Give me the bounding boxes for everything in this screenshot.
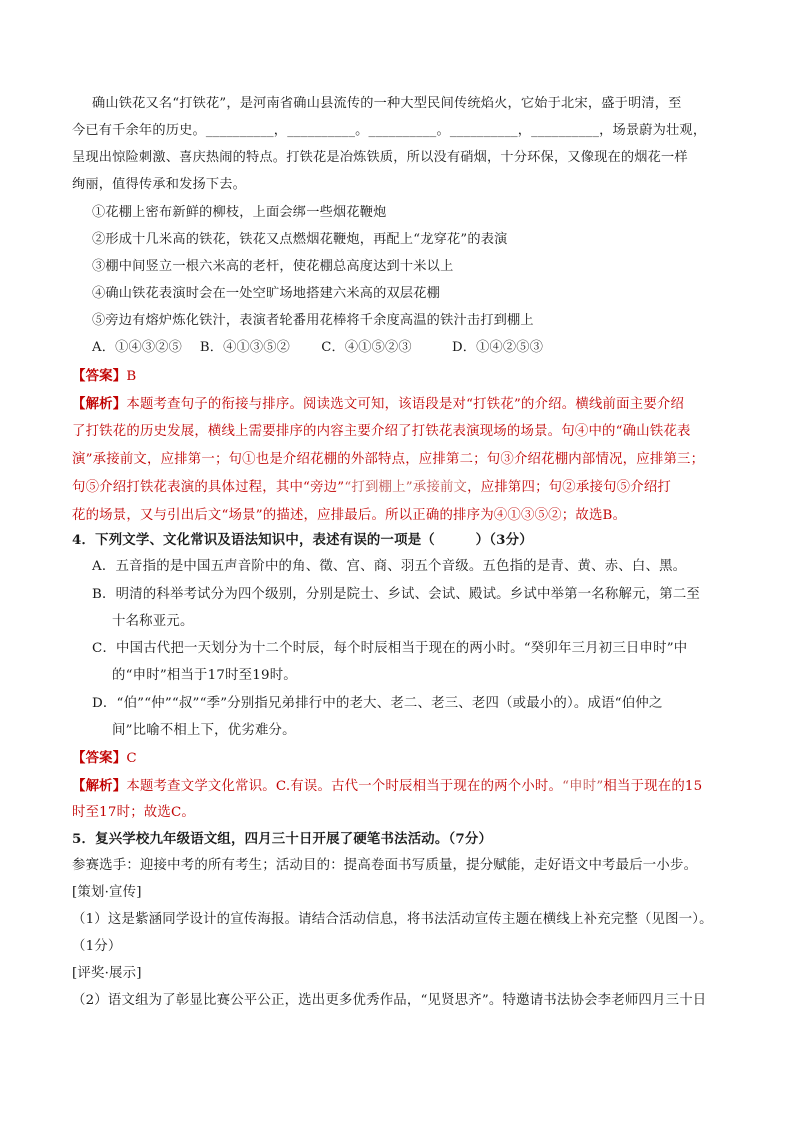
analysis-highlight: “打到棚上”承接前文 bbox=[344, 480, 468, 495]
q3-analysis-line-3: 演”承接前文，应排第一；句①也是介绍花棚的外部特点，应排第二；句③介绍花棚内部情况，应排第三； bbox=[72, 452, 705, 467]
analysis-text: 相当于现在的15 bbox=[603, 779, 703, 794]
answer-tag: 【答案】 bbox=[72, 368, 127, 384]
q5-subquestion-2-line-1: （2）语文组为了彰显比赛公平公正，选出更多优秀作品，“见贤思齐”。特邀请书法协会李老师四月三十日 bbox=[72, 993, 707, 1008]
q5-stem: 5．复兴学校九年级语文组，四月三十日开展了硬笔书法活动。（7分） bbox=[72, 831, 493, 847]
q5-section-planning: [策划·宣传] bbox=[72, 885, 142, 900]
q4-option-a: A．五音指的是中国五声音阶中的角、徵、宫、商、羽五个音级。五色指的是青、黄、赤、白、黑。 bbox=[92, 559, 687, 574]
sentence-option-4: ④确山铁花表演时会在一处空旷场地搭建六米高的双层花棚 bbox=[92, 286, 441, 301]
answer-choices: A．①④③②⑤ B．④①③⑤② C．④①⑤②③ D．①④②⑤③ bbox=[92, 340, 544, 355]
sentence-option-5: ⑤旁边有熔炉炼化铁汁，表演者轮番用花棒将千余度高温的铁汁击打到棚上 bbox=[92, 313, 534, 328]
q5-info: 参赛选手：迎接中考的所有考生；活动目的：提高卷面书写质量，提分赋能，走好语文中考最后一小步。 bbox=[72, 858, 698, 873]
q4-option-c-line-2: 的“申时”相当于17时至19时。 bbox=[112, 668, 297, 683]
answer-value: B bbox=[126, 369, 137, 384]
analysis-text: ，应排第四；句②承接句⑤介绍打 bbox=[467, 480, 671, 495]
analysis-text: 句⑤介绍打铁花表演的具体过程，其中“旁边” bbox=[72, 480, 345, 495]
analysis-tag: 【解析】 bbox=[72, 778, 127, 794]
analysis-text: 本题考查句子的衔接与排序。阅读选文可知，该语段是对“打铁花”的介绍。横线前面主要介绍 bbox=[126, 397, 685, 412]
q4-option-d-line-2: 间”比喻不相上下，优劣难分。 bbox=[112, 723, 296, 738]
q4-option-c-line-1: C．中国古代把一天划分为十二个时辰，每个时辰相当于现在的两小时。“癸卯年三月初三日申时”中 bbox=[92, 641, 688, 656]
passage-line-3: 呈现出惊险刺激、喜庆热闹的特点。打铁花是冶炼铁质，所以没有硝烟，十分环保，又像现在的烟花一样 bbox=[72, 150, 688, 165]
q3-analysis-line-1 bbox=[72, 394, 684, 415]
analysis-highlight: “申时” bbox=[562, 779, 604, 794]
q4-answer bbox=[72, 748, 137, 769]
passage-line-2: 今已有千余年的历史。__________，__________。__________。__________，__________，场景蔚为壮观， bbox=[72, 123, 707, 138]
sentence-option-2: ②形成十几米高的铁花，铁花又点燃烟花鞭炮，再配上“龙穿花”的表演 bbox=[92, 232, 508, 247]
answer-value: C bbox=[126, 751, 137, 766]
passage-line-1: 确山铁花又名“打铁花”，是河南省确山县流传的一种大型民间传统焰火，它始于北宋，盛于明清，至 bbox=[92, 96, 682, 111]
q4-analysis-line-2: 时至17时；故选C。 bbox=[72, 805, 196, 820]
q4-option-b-line-2: 十名称亚元。 bbox=[112, 614, 194, 629]
q4-option-d-line-1: D．“伯”“仲”“叔”“季”分别指兄弟排行中的老大、老二、老三、老四（或最小的）。成语“伯仲之 bbox=[92, 696, 663, 711]
q3-analysis-line-4 bbox=[72, 478, 671, 498]
q5-subquestion-1-line-1: （1）这是紫涵同学设计的宣传海报。请结合活动信息，将书法活动宣传主题在横线上补充完整（见图一）。 bbox=[72, 912, 713, 927]
q3-analysis-line-5: 花的场景，又与引出后文“场景”的描述，应排最后。所以正确的排序为④①③⑤②；故选B。 bbox=[72, 508, 627, 523]
q4-analysis-line-1 bbox=[72, 776, 702, 797]
q5-section-award: [评奖·展示] bbox=[72, 966, 142, 981]
analysis-tag: 【解析】 bbox=[72, 396, 127, 412]
passage-line-4: 绚丽，值得传承和发扬下去。 bbox=[72, 177, 247, 192]
q3-analysis-line-2: 了打铁花的历史发展，横线上需要排序的内容主要介绍了打铁花表演现场的场景。句④中的“确山铁花表 bbox=[72, 424, 691, 439]
q5-subquestion-1-line-2: （1分） bbox=[72, 939, 122, 954]
q4-option-b-line-1: B．明清的科举考试分为四个级别，分别是院士、乡试、会试、殿试。乡试中举第一名称解元，第二至 bbox=[92, 587, 701, 602]
sentence-option-3: ③棚中间竖立一根六米高的老杆，使花棚总高度达到十米以上 bbox=[92, 259, 454, 274]
q3-answer bbox=[72, 366, 136, 387]
answer-tag: 【答案】 bbox=[72, 750, 127, 766]
analysis-text: 本题考查文学文化常识。C.有误。古代一个时辰相当于现在的两个小时。 bbox=[126, 779, 563, 794]
sentence-option-1: ①花棚上密布新鲜的柳枝，上面会绑一些烟花鞭炮 bbox=[92, 205, 387, 220]
q4-stem: 4．下列文学、文化常识及语法知识中，表述有误的一项是（ ）（3分） bbox=[72, 532, 533, 548]
